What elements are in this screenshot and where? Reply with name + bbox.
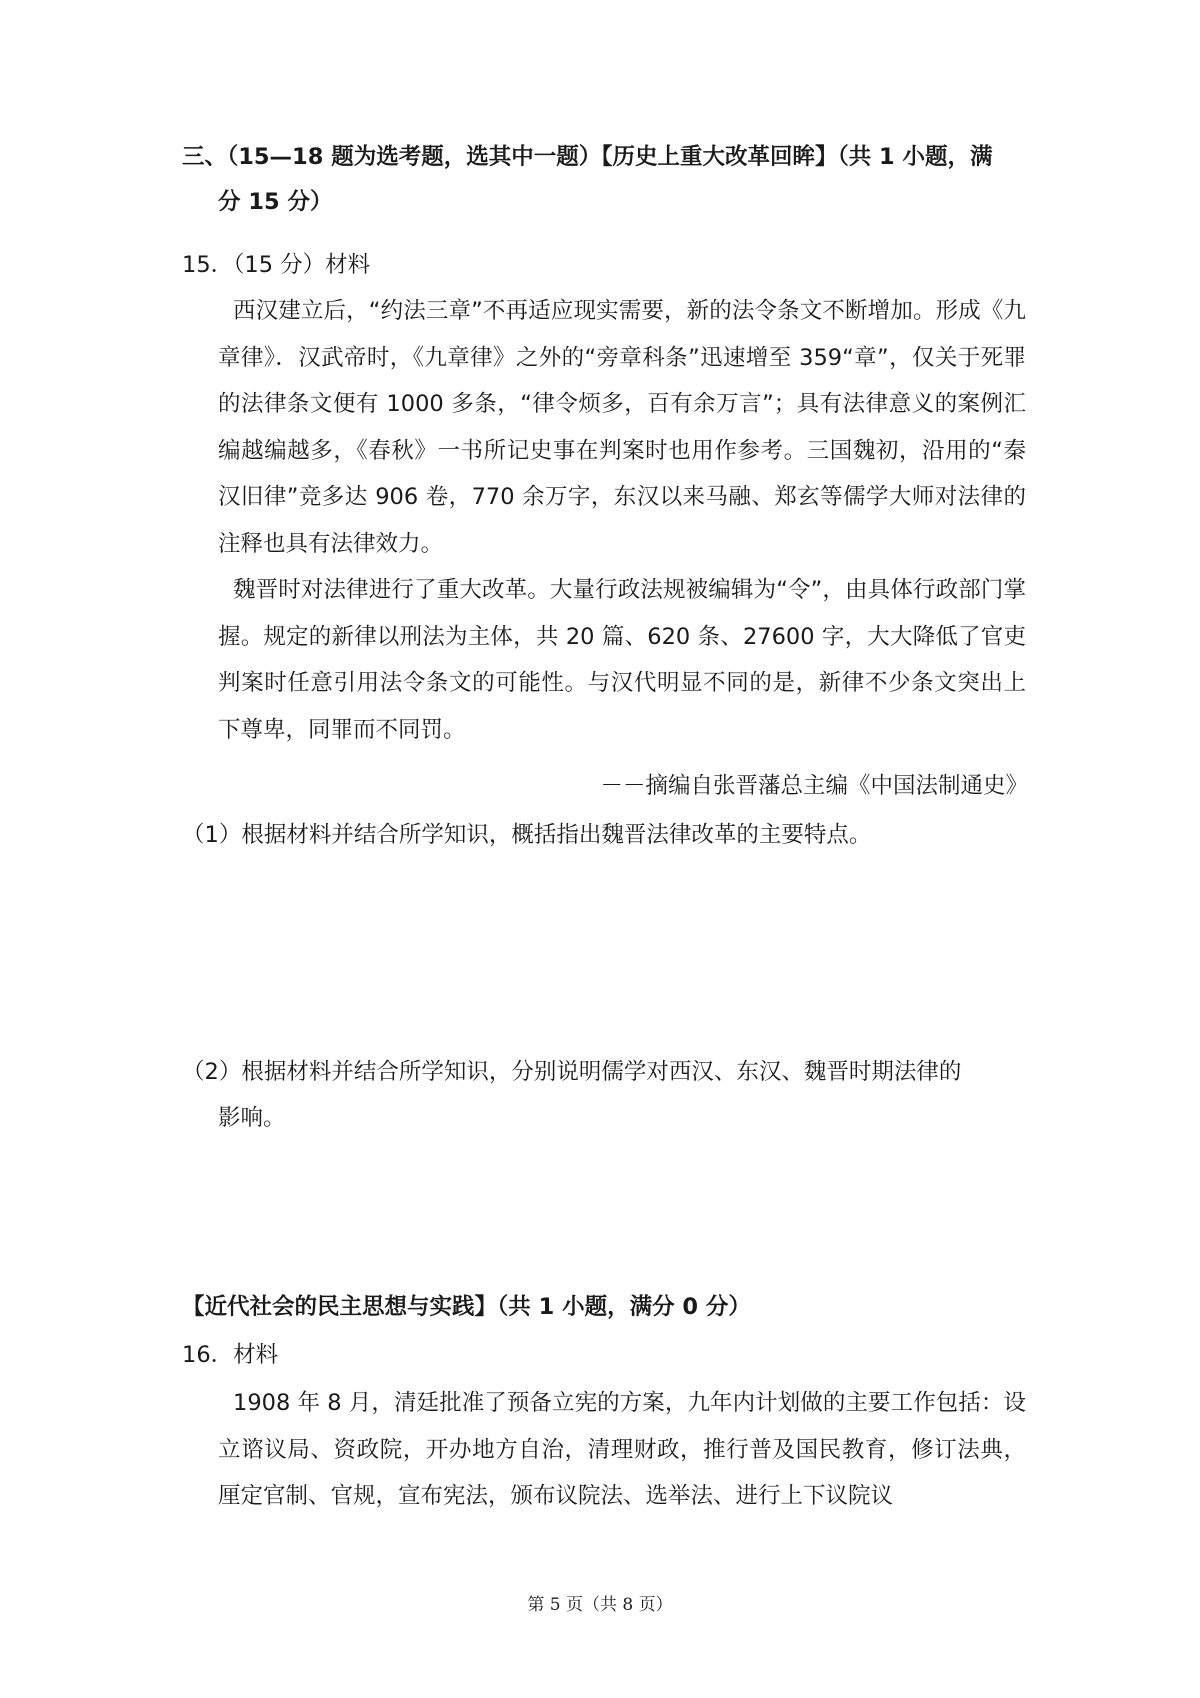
section-heading-line1: 三、（15—18 题为选考题，选其中一题）【历史上重大改革回眸】（共 1 小题，满 [182,144,993,170]
page-footer: 第 5 页（共 8 页） [527,1595,673,1615]
question-15-paragraph-2: 魏晋时对法律进行了重大改革。大量行政法规被编辑为“令”，由具体行政部门掌握。规定的新律以刑法为主体，共 20 篇、620 条、27600 字，大大降低了官吏判案时任意引用法令条文的可能性。与汉代明显不同的是，新律不少条文突出上下尊卑，同罪而不同罚。 [218,577,1026,743]
question-15-sub-2-line1: （2）根据材料并结合所学知识，分别说明儒学对西汉、东汉、魏晋时期法律的 [182,1059,962,1085]
material-source: －－摘编自张晋藩总主编《中国法制通史》 [600,773,1028,799]
section-heading-line2: 分 15 分） [218,189,333,215]
question-15-sub-1: （1）根据材料并结合所学知识，概括指出魏晋法律改革的主要特点。 [182,822,872,848]
question-16-paragraph-1: 1908 年 8 月，清廷批准了预备立宪的方案，九年内计划做的主要工作包括：设立谘议局、资政院，开办地方自治，清理财政，推行普及国民教育，修订法典，厘定官制、官规，宣布宪法，颁布议院法、选举法、进行上下议院议 [218,1390,1026,1509]
question-15-label: 15．（15 分）材料 [182,252,371,278]
question-15-sub-2-line2: 影响。 [218,1105,286,1131]
question-16-label: 16．材料 [182,1342,279,1368]
modern-section-heading: 【近代社会的民主思想与实践】（共 1 小题，满分 0 分） [182,1294,751,1320]
question-15-paragraph-1: 西汉建立后，“约法三章”不再适应现实需要，新的法令条文不断增加。形成《九章律》．汉武帝时，《九章律》之外的“旁章科条”迅速增至 359“章”，仅关于死罪的法律条文便有 1000 多条，“律令烦多，百有余万言”；具有法律意义的案例汇编越编越多，《春秋》一书所记史事在判案时也用作参考。三国魏初，沿用的“秦汉旧律”竞多达 906 卷，770 余万字，东汉以来马融、郑玄等儒学大师对法律的注释也具有法律效力。 [218,298,1026,557]
